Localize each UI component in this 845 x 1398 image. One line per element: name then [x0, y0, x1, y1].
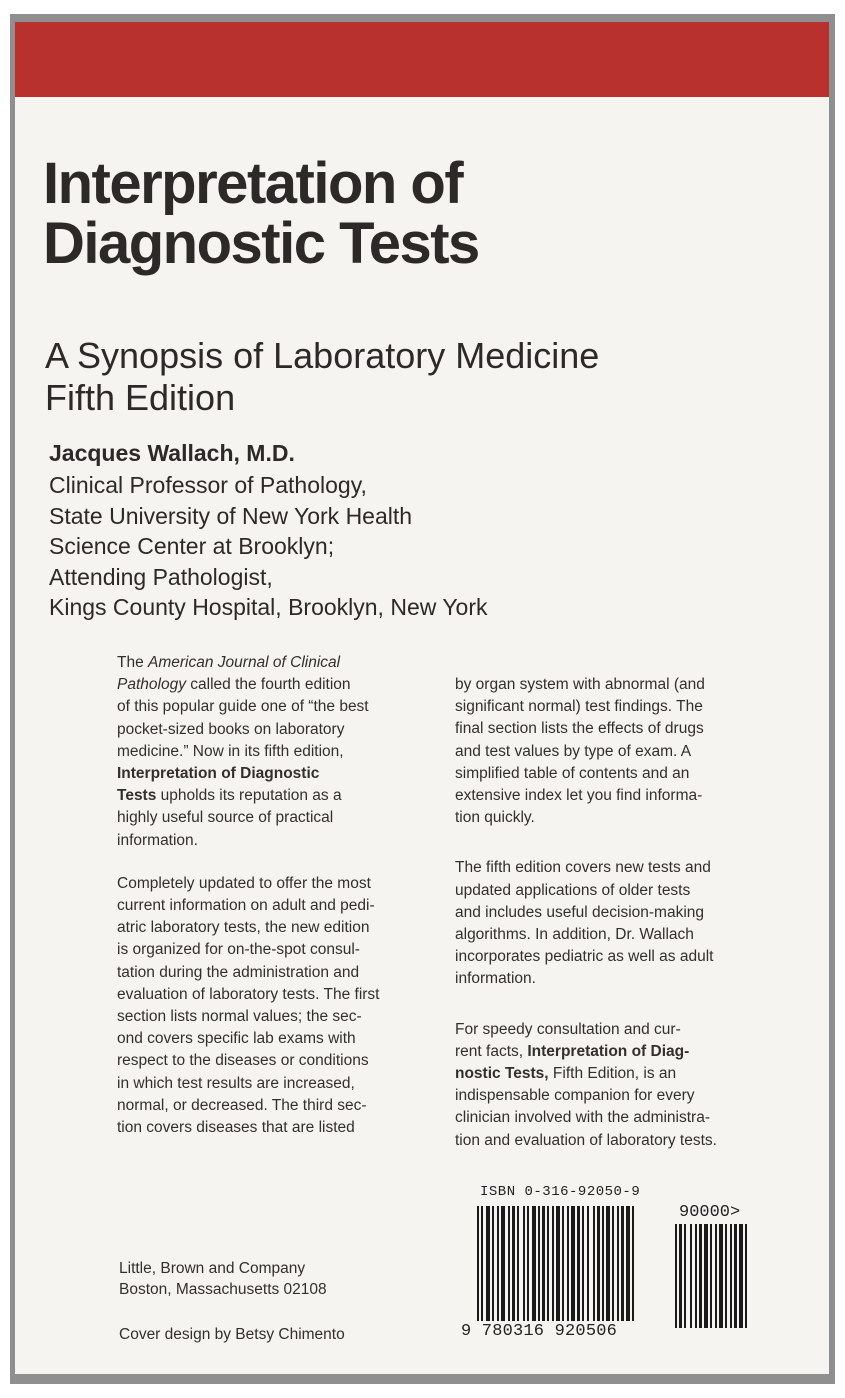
- blurb-line: The American Journal of Clinical: [117, 654, 341, 671]
- blurb-line: information.: [455, 970, 536, 988]
- ean-barcode: [477, 1206, 655, 1321]
- blurb-line: Pathology called the fourth edition: [117, 676, 351, 694]
- blurb-paragraph: [455, 857, 785, 990]
- blurb-line: current information on adult and pedi-: [117, 897, 375, 915]
- blurb-line: indispensable companion for every: [455, 1087, 695, 1105]
- title-line-1: Interpretation of: [43, 151, 463, 216]
- blurb-line: highly useful source of practical: [117, 809, 334, 827]
- isbn-label: ISBN 0-316-92050-9: [480, 1184, 641, 1200]
- barcode-space: [747, 1224, 749, 1328]
- publisher-name: Little, Brown and Company: [119, 1260, 306, 1277]
- blurb-paragraph: [117, 652, 417, 852]
- blurb-line: Interpretation of Diagnostic: [117, 765, 320, 783]
- author-affiliation: [49, 470, 488, 623]
- blurb-line: pocket-sized books on laboratory: [117, 720, 345, 738]
- blurb-line: For speedy consultation and cur-: [455, 1020, 681, 1038]
- blurb-line: rent facts, Interpretation of Diag-: [455, 1042, 690, 1060]
- edition-line: Fifth Edition: [45, 377, 236, 418]
- blurb-line: final section lists the effects of drugs: [455, 720, 704, 738]
- blurb-line: The fifth edition covers new tests and: [455, 859, 711, 877]
- blurb-line: tion and evaluation of laboratory tests.: [455, 1131, 717, 1149]
- title-line-2: Diagnostic Tests: [43, 211, 479, 276]
- blurb-line: extensive index let you find informa-: [455, 787, 703, 805]
- blurb-line: ond covers specific lab exams with: [117, 1030, 356, 1048]
- blurb-line: is organized for on-the-spot consul-: [117, 941, 360, 959]
- blurb-line: Tests upholds its reputation as a: [117, 787, 342, 805]
- blurb-line: normal, or decreased. The third sec-: [117, 1096, 367, 1114]
- blurb-line: and includes useful decision-making: [455, 903, 705, 921]
- red-top-band: [15, 22, 829, 97]
- blurb-left-column: [117, 652, 417, 1160]
- blurb-line: respect to the diseases or conditions: [117, 1052, 369, 1070]
- blurb-right-column: [455, 674, 785, 1173]
- blurb-line: updated applications of older tests: [455, 881, 691, 899]
- book-subtitle: [45, 335, 599, 419]
- cover-design-credit: Cover design by Betsy Chimento: [119, 1326, 345, 1343]
- blurb-line: information.: [117, 831, 198, 849]
- blurb-paragraph: [117, 873, 417, 1139]
- blurb-line: significant normal) test findings. The: [455, 698, 703, 716]
- blurb-line: atric laboratory tests, the new edition: [117, 919, 370, 937]
- affiliation-line: Kings County Hospital, Brooklyn, New York: [49, 594, 488, 620]
- blurb-line: tation during the administration and: [117, 963, 360, 981]
- blurb-line: and test values by type of exam. A: [455, 742, 692, 760]
- subtitle-line-1: A Synopsis of Laboratory Medicine: [45, 335, 600, 376]
- affiliation-line: Science Center at Brooklyn;: [49, 533, 335, 559]
- affiliation-line: State University of New York Health: [49, 502, 413, 529]
- price-code: 90000>: [679, 1203, 741, 1222]
- publisher-info: [119, 1258, 327, 1300]
- affiliation-line: Clinical Professor of Pathology,: [49, 472, 367, 498]
- blurb-line: simplified table of contents and an: [455, 764, 690, 782]
- blurb-line: incorporates pediatric as well as adult: [455, 948, 714, 966]
- blurb-line: medicine.” Now in its fifth edition,: [117, 742, 344, 760]
- affiliation-line: Attending Pathologist,: [49, 563, 273, 590]
- blurb-line: nostic Tests, Fifth Edition, is an: [455, 1065, 677, 1083]
- publisher-address: Boston, Massachusetts 02108: [119, 1281, 327, 1298]
- blurb-line: Completely updated to offer the most: [117, 874, 371, 892]
- blurb-paragraph: [455, 674, 785, 829]
- blurb-paragraph: [455, 1019, 785, 1152]
- blurb-line: tion quickly.: [455, 809, 535, 827]
- price-barcode: [675, 1224, 771, 1328]
- blurb-line: of this popular guide one of “the best: [117, 698, 369, 716]
- barcode-space: [634, 1206, 636, 1321]
- blurb-line: algorithms. In addition, Dr. Wallach: [455, 926, 694, 944]
- author-name: Jacques Wallach, M.D.: [49, 440, 295, 466]
- book-title: [43, 151, 479, 276]
- barcode-number: 9 780316 920506: [461, 1322, 618, 1341]
- blurb-line: evaluation of laboratory tests. The first: [117, 985, 380, 1003]
- book-back-cover: [15, 22, 829, 1374]
- blurb-line: section lists normal values; the sec-: [117, 1008, 362, 1026]
- blurb-line: by organ system with abnormal (and: [455, 676, 705, 693]
- blurb-line: tion covers diseases that are listed: [117, 1119, 355, 1137]
- blurb-line: clinician involved with the administra-: [455, 1109, 711, 1127]
- blurb-line: in which test results are increased,: [117, 1074, 355, 1092]
